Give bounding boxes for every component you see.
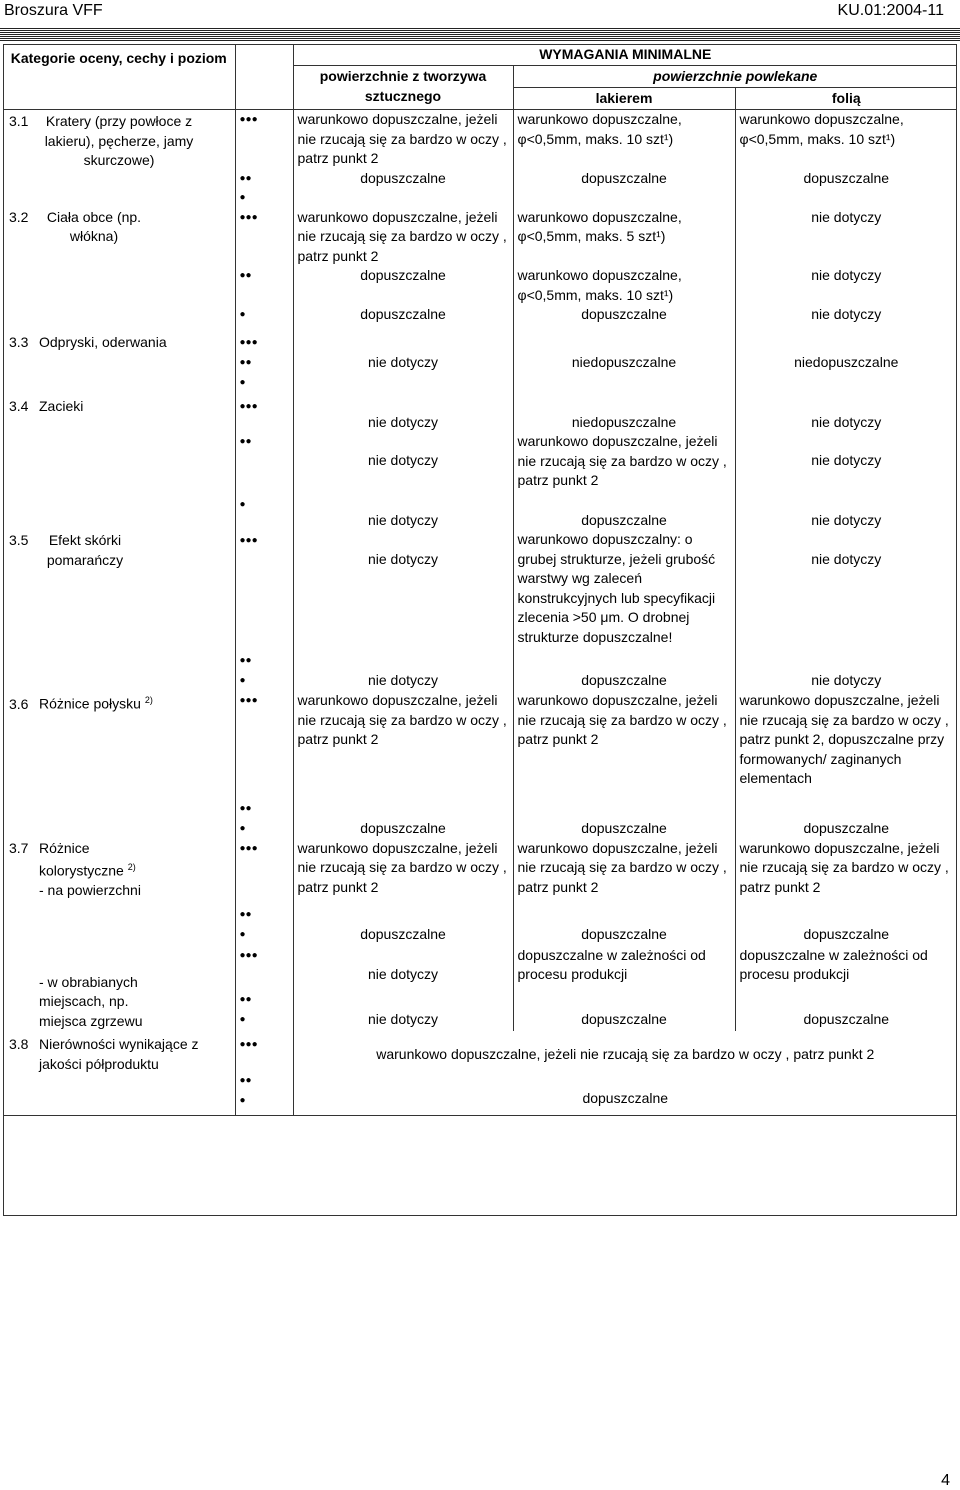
cell-3-3-lacquer: niedopuszczalne <box>513 325 735 393</box>
level-3-icon: ●●● <box>235 110 293 169</box>
cell-3-7b-plastic-l21: nie dotyczy <box>293 986 513 1031</box>
cell-3-2-lacquer-l2: warunkowo dopuszczalne, φ<0,5mm, maks. 10 szt¹) <box>513 266 735 305</box>
cell-3-2-plastic-l2: dopuszczalne <box>293 266 513 305</box>
level-all-icon: ●●● ●● ● <box>239 336 258 388</box>
cell-3-5-foil-l3: nie dotyczy <box>735 530 957 647</box>
cell-3-8-all-l21: dopuszczalne <box>293 1065 957 1116</box>
cell-3-7a-plastic-l3: warunkowo dopuszczalne, jeżeli nie rzucają się za bardzo w oczy , patrz punkt 2 <box>293 839 513 899</box>
cell-3-5-plastic-l3: nie dotyczy <box>293 530 513 647</box>
level-2-1-icon: ●● ● <box>239 993 252 1025</box>
cell-3-2-foil-l1: nie dotyczy <box>735 305 957 325</box>
cell-3-5-lacquer-l21: dopuszczalne <box>513 647 735 691</box>
cell-3-1-lacquer-l2: dopuszczalne <box>513 169 735 189</box>
level-1-icon: ● <box>239 309 246 320</box>
category-3-7: 3.7 Różnice kolorystyczne $^{2)}$ - na powierzchni - w obrabianych miejscach, np. miejsca zgrzewu <box>3 839 235 1032</box>
category-3-4: 3.4 Zacieki <box>3 393 235 531</box>
cell-3-6-foil-l3: warunkowo dopuszczalne, jeżeli nie rzucają się za bardzo w oczy , patrz punkt 2, dopuszczalne przy formowanych/ zaginanych elementach <box>735 691 957 789</box>
header-requirements: WYMAGANIA MINIMALNE <box>293 44 957 66</box>
level-3-icon: ●●● <box>239 695 258 706</box>
level-2-1-icon: ●● ● <box>239 655 252 686</box>
header-lacquer: lakierem <box>513 88 735 110</box>
category-3-2: 3.2 Ciała obce (np. włókna) <box>3 208 235 325</box>
page-number: 4 <box>941 1472 950 1489</box>
level-2-1-icon: ●● ● <box>239 802 252 834</box>
cell-3-7a-foil-l21: dopuszczalne <box>735 899 957 946</box>
header-rule <box>0 28 960 42</box>
cell-3-2-lacquer-l1: dopuszczalne <box>513 305 735 325</box>
header-categories: Kategorie oceny, cechy i poziom <box>3 44 235 110</box>
cell-3-7b-lacquer-l21: dopuszczalne <box>513 986 735 1031</box>
level-1-icon: ● <box>239 192 246 203</box>
cell-3-7b-foil-l3: dopuszczalne w zależności od procesu produkcji <box>735 946 957 986</box>
level-2-1-icon: ●● ● <box>239 908 252 940</box>
cell-3-6-lacquer-l21: dopuszczalne <box>513 789 735 839</box>
cell-3-4-plastic-l3: nie dotyczy <box>293 393 513 433</box>
cell-3-2-plastic-l3: warunkowo dopuszczalne, jeżeli nie rzucają się za bardzo w oczy , patrz punkt 2 <box>293 208 513 267</box>
cell-3-7a-foil-l3: warunkowo dopuszczalne, jeżeli nie rzucają się za bardzo w oczy , patrz punkt 2 <box>735 839 957 899</box>
cell-3-4-lacquer-l1: dopuszczalne <box>513 491 735 531</box>
level-3-icon: ●●● <box>239 842 258 854</box>
cell-3-7b-foil-l21: dopuszczalne <box>735 986 957 1031</box>
category-3-8: 3.8 Nierówności wynikające z jakości półproduktu <box>3 1031 235 1115</box>
cell-3-1-plastic-l3: warunkowo dopuszczalne, jeżeli nie rzucają się za bardzo w oczy , patrz punkt 2 <box>293 110 513 169</box>
cell-3-7a-lacquer-l3: warunkowo dopuszczalne, jeżeli nie rzucają się za bardzo w oczy , patrz punkt 2 <box>513 839 735 899</box>
cell-3-6-plastic-l3: warunkowo dopuszczalne, jeżeli nie rzucają się za bardzo w oczy , patrz punkt 2 <box>293 691 513 789</box>
category-3-5: 3.5 Efekt skórki pomarańczy <box>3 530 235 691</box>
cell-3-5-foil-l21: nie dotyczy <box>735 647 957 691</box>
cell-3-7a-lacquer-l21: dopuszczalne <box>513 899 735 946</box>
category-3-6: 3.6 Różnice połysku $^{2)}$ <box>3 691 235 839</box>
cell-3-7b-lacquer-l3: dopuszczalne w zależności od procesu produkcji <box>513 946 735 986</box>
cell-3-5-lacquer-l3: warunkowo dopuszczalny: o grubej strukturze, jeżeli grubość warstwy wg zaleceń konstrukcyjnych lub specyfikacji zlecenia >50 μm. O drobnej strukturze dopuszczalne! <box>513 530 735 647</box>
cell-3-4-foil-l1: nie dotyczy <box>735 491 957 531</box>
header-foil: folią <box>735 88 957 110</box>
level-2-1-icon: ●● ● <box>235 1065 293 1116</box>
header-coated: powierzchnie powlekane <box>513 66 957 88</box>
cell-3-1-lacquer-l3: warunkowo dopuszczalne, φ<0,5mm, maks. 10 szt¹) <box>513 110 735 169</box>
level-2-icon: ●● <box>239 436 252 447</box>
category-3-1: 3.1 Kratery (przy powłoce z lakieru), pęcherze, jamy skurczowe) <box>3 110 235 208</box>
cell-3-3-plastic: nie dotyczy <box>293 325 513 393</box>
level-3-icon: ●●● <box>239 535 258 546</box>
cell-3-4-lacquer-l3: niedopuszczalne <box>513 393 735 433</box>
cell-3-4-plastic-l1: nie dotyczy <box>293 491 513 531</box>
cell-3-7a-plastic-l21: dopuszczalne <box>293 899 513 946</box>
level-3-icon: ●●● <box>239 949 258 961</box>
cell-3-6-foil-l21: dopuszczalne <box>735 789 957 839</box>
cell-3-1-foil-l3: warunkowo dopuszczalne, φ<0,5mm, maks. 10 szt¹) <box>735 110 957 169</box>
cell-3-6-plastic-l21: dopuszczalne <box>293 789 513 839</box>
cell-3-4-foil-l2: nie dotyczy <box>735 432 957 491</box>
cell-3-8-all-l3: warunkowo dopuszczalne, jeżeli nie rzucają się za bardzo w oczy , patrz punkt 2 <box>293 1031 957 1065</box>
header-doc-code: KU.01:2004-11 <box>837 2 944 19</box>
header-title: Broszura VFF <box>4 2 103 19</box>
cell-3-1-foil-l2: dopuszczalne <box>735 169 957 189</box>
cell-3-7b-plastic-l3: nie dotyczy <box>293 946 513 986</box>
header-plastic: powierzchnie z tworzywa sztucznego <box>293 66 513 110</box>
cell-3-4-foil-l3: nie dotyczy <box>735 393 957 433</box>
cell-3-2-lacquer-l3: warunkowo dopuszczalne, φ<0,5mm, maks. 5 szt¹) <box>513 208 735 267</box>
cell-3-1-plastic-l2: dopuszczalne <box>293 169 513 189</box>
level-2-icon: ●● <box>239 270 252 281</box>
cell-3-2-foil-l2: nie dotyczy <box>735 266 957 305</box>
cell-3-2-foil-l3: nie dotyczy <box>735 208 957 267</box>
level-3-icon: ●●● <box>239 211 258 223</box>
category-3-3: 3.3 Odpryski, oderwania <box>3 325 235 393</box>
cell-3-2-plastic-l1: dopuszczalne <box>293 305 513 325</box>
level-3-icon: ●●● <box>239 1039 258 1051</box>
requirements-table <box>3 44 957 1116</box>
cell-3-5-plastic-l21: nie dotyczy <box>293 647 513 691</box>
cell-3-3-foil: niedopuszczalne <box>735 325 957 393</box>
cell-3-4-lacquer-l2: warunkowo dopuszczalne, jeżeli nie rzucają się za bardzo w oczy , patrz punkt 2 <box>513 432 735 491</box>
level-1-icon: ● <box>239 498 246 510</box>
cell-3-6-lacquer-l3: warunkowo dopuszczalne, jeżeli nie rzucają się za bardzo w oczy , patrz punkt 2 <box>513 691 735 789</box>
level-3-icon: ●●● <box>239 400 258 412</box>
cell-3-4-plastic-l2: nie dotyczy <box>293 432 513 491</box>
level-2-icon: ●● <box>239 172 252 184</box>
